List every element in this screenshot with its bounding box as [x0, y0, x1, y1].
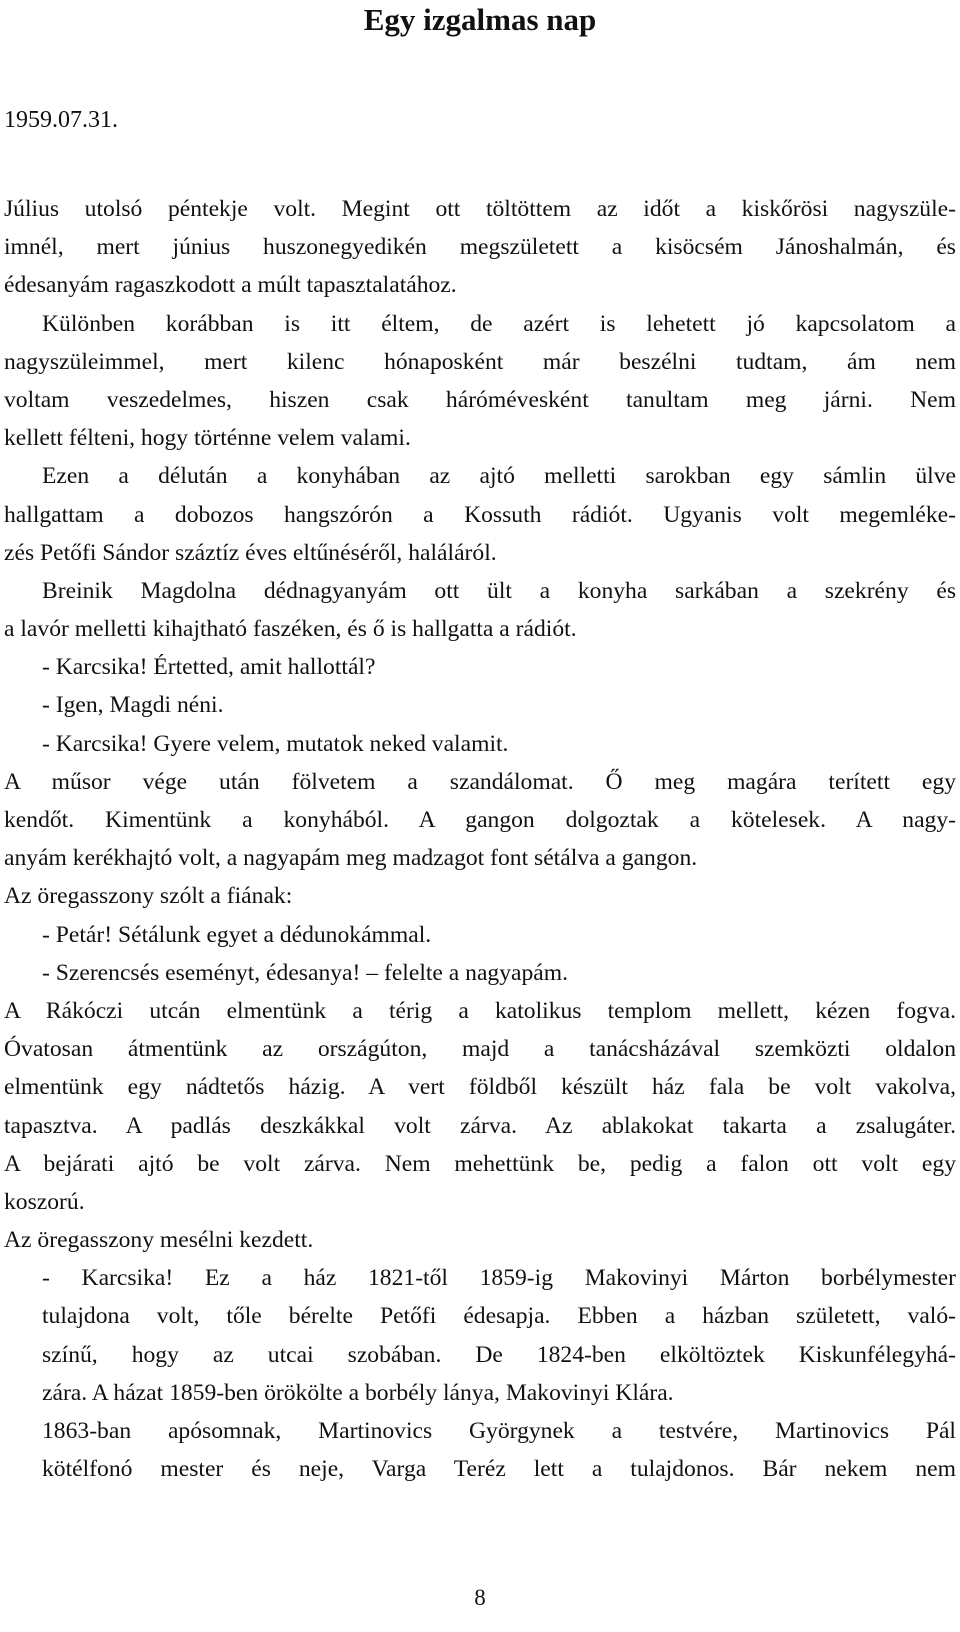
text-line: tapasztva. A padlás deszkákkal volt zárva. Az ablakokat takarta a zsalugáter. — [4, 1112, 956, 1139]
page-number: 8 — [474, 1585, 486, 1610]
text-line: kötélfonó mester és neje, Varga Teréz lett a tulajdonos. Bár nekem nem — [42, 1456, 956, 1483]
text-line: - Szerencsés eseményt, édesanya! – felelte a nagyapám. — [42, 959, 569, 986]
text-line: Az öregasszony mesélni kezdett. — [4, 1227, 314, 1254]
text-line: anyám kerékhajtó volt, a nagyapám meg madzagot font sétálva a gangon. — [4, 845, 698, 872]
text-line: Breinik Magdolna dédnagyanyám ott ült a konyha sarkában a szekrény és — [42, 577, 956, 604]
text-line: elmentünk egy nádtetős házig. A vert földből készült ház fala be volt vakolva, — [4, 1074, 956, 1101]
text-line: tulajdona volt, tőle bérelte Petőfi édesapja. Ebben a házban született, való- — [42, 1303, 956, 1330]
text-line: - Karcsika! Ez a ház 1821-től 1859-ig Makovinyi Márton borbélymester — [42, 1265, 956, 1292]
text-line: A műsor vége után fölvetem a szandálomat. Ő meg magára terített egy — [4, 768, 956, 795]
body-text — [4, 190, 956, 1488]
text-line: koszorú. — [4, 1188, 85, 1215]
text-line: édesanyám ragaszkodott a múlt tapasztalatához. — [4, 272, 457, 299]
text-line: kendőt. Kimentünk a konyhából. A gangon dolgoztak a kötelesek. A nagy- — [4, 807, 956, 833]
text-line: kellett félteni, hogy történne velem valami. — [4, 425, 411, 452]
text-line: Július utolsó péntekje volt. Megint ott töltöttem az időt a kiskőrösi nagyszüle- — [4, 196, 956, 222]
text-line: Különben korábban is itt éltem, de azért is lehetett jó kapcsolatom a — [42, 310, 956, 337]
text-line: zára. A házat 1859-ben örökölte a borbély lánya, Makovinyi Klára. — [42, 1379, 674, 1406]
text-line: nagyszüleimmel, mert kilenc hónaposként már beszélni tudtam, ám nem — [4, 348, 956, 375]
text-line: - Karcsika! Gyere velem, mutatok neked valamit. — [42, 730, 509, 757]
text-line: Az öregasszony szólt a fiának: — [4, 883, 293, 910]
text-line: A bejárati ajtó be volt zárva. Nem mehettünk be, pedig a falon ott volt egy — [4, 1150, 956, 1177]
text-line: voltam veszedelmes, hiszen csak hárómévesként tanultam meg járni. Nem — [4, 386, 956, 413]
entry-date: 1959.07.31. — [4, 107, 118, 133]
text-line: - Igen, Magdi néni. — [42, 692, 224, 719]
document-title: Egy izgalmas nap — [363, 2, 597, 37]
text-line: A Rákóczi utcán elmentünk a térig a katolikus templom mellett, kézen fogva. — [4, 997, 956, 1024]
text-line: a lavór melletti kihajtható faszéken, és ő is hallgatta a rádiót. — [4, 616, 577, 643]
text-line: hallgattam a dobozos hangszórón a Kossuth rádiót. Ugyanis volt megemléke- — [4, 501, 956, 528]
text-line: - Karcsika! Értetted, amit hallottál? — [42, 654, 376, 681]
text-line: Ezen a délután a konyhában az ajtó melletti sarokban egy sámlin ülve — [42, 463, 956, 490]
text-line: 1863-ban apósomnak, Martinovics Györgynek a testvére, Martinovics Pál — [42, 1418, 956, 1444]
text-line: Óvatosan átmentünk az országúton, majd a tanácsházával szemközti oldalon — [4, 1036, 956, 1063]
text-line: imnél, mert június huszonegyedikén megszületett a kisöcsém Jánoshalmán, és — [4, 234, 956, 261]
text-line: színű, hogy az utcai szobában. De 1824-ben elköltöztek Kiskunfélegyhá- — [42, 1341, 956, 1368]
text-line: zés Petőfi Sándor száztíz éves eltűnéséről, haláláról. — [4, 539, 497, 566]
document-page — [4, 0, 956, 1488]
text-line: - Petár! Sétálunk egyet a dédunokámmal. — [42, 921, 432, 948]
